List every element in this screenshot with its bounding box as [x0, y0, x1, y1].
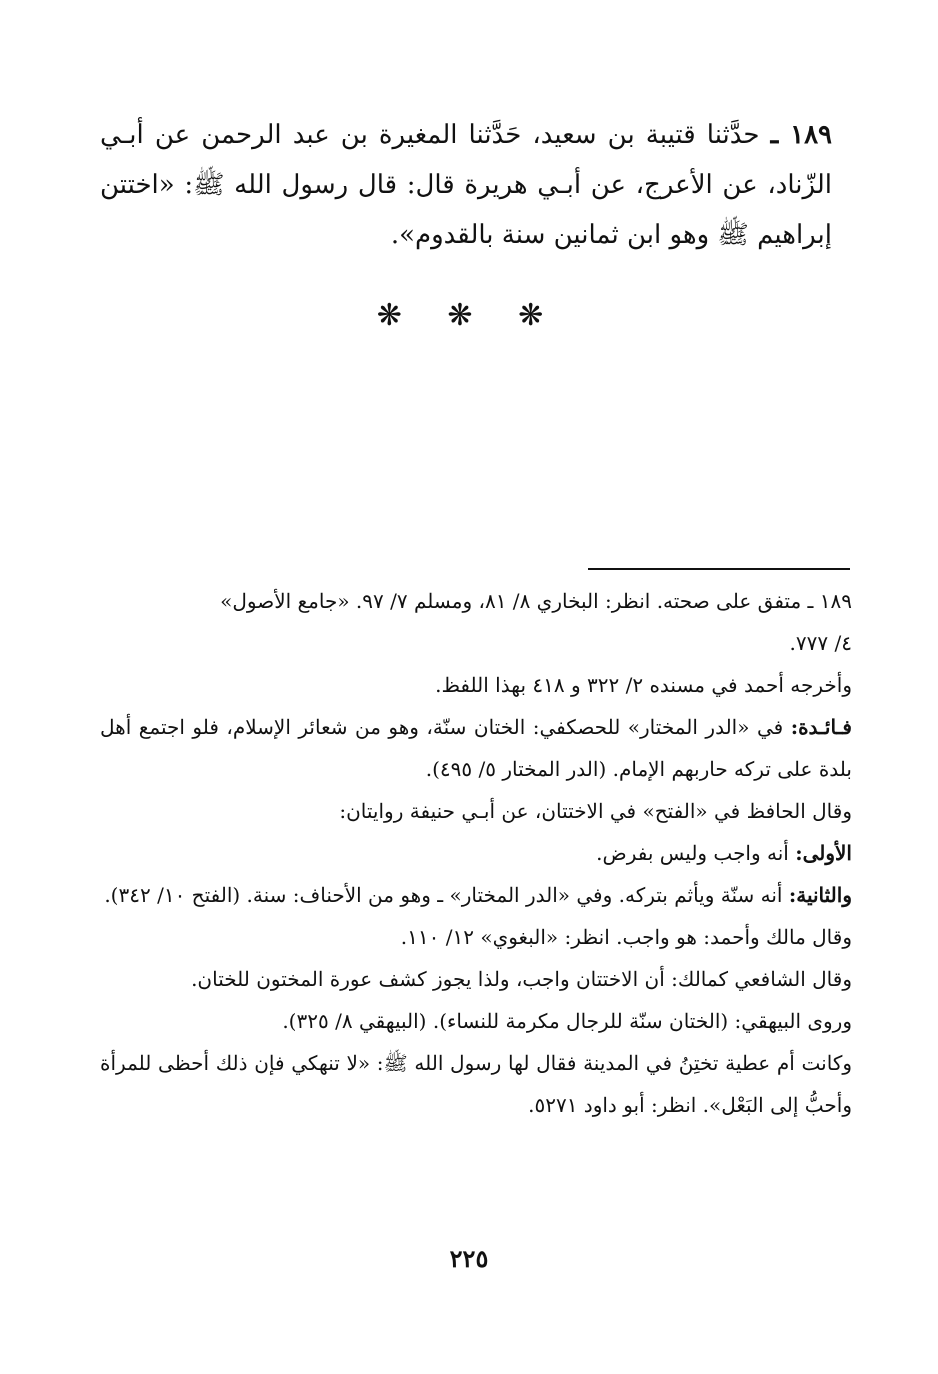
footnote-second-text: أنه سنّة ويأثم بتركه. وفي «الدر المختار» ـ وهو من الأحناف: سنة. (الفتح ١٠/ ٣٤٢).: [104, 883, 789, 907]
footnote-first-label: الأولى:: [795, 841, 852, 865]
page-number: ٢٢٥: [449, 1244, 489, 1273]
footnote-first-narration: [100, 832, 852, 874]
footnote-line-3: وأخرجه أحمد في مسنده ٢/ ٣٢٢ و ٤١٨ بهذا اللفظ.: [435, 673, 852, 697]
footnote-line-5: وقال الحافظ في «الفتح» في الاختتان، عن أبـي حنيفة روايتان:: [339, 799, 852, 823]
footnote-paragraph-9: وقال الشافعي كمالك: أن الاختتان واجب، ولذا يجوز كشف عورة المختون للختان.: [191, 967, 852, 991]
footnote-second-label: والثانية:: [788, 883, 852, 907]
footnote-second-narration: [100, 874, 852, 916]
hadith-paragraph: [100, 110, 832, 260]
footnotes-block: [100, 580, 852, 1126]
footnote-paragraph-11: وكانت أم عطية تختِنُ في المدينة فقال لها رسول الله ﷺ: «لا تنهكي فإن ذلك أحظى للمرأة وأحبُّ إلى البَعْل». انظر: أبو داود ٥٢٧١.: [100, 1051, 852, 1117]
footnote-benefit-text: في «الدر المختار» للحصكفي: الختان سنّة، وهو من شعائر الإسلام، فلو اجتمع أهل بلدة على تركه حاربهم الإمام. (الدر المختار ٥/ ٤٩٥).: [100, 715, 852, 781]
footnote-line-1: ١٨٩ ـ متفق على صحته. انظر: البخاري ٨/ ٨١، ومسلم ٧/ ٩٧. «جامع الأصول»: [220, 589, 852, 613]
section-divider-stars: ❋ ❋ ❋: [376, 298, 562, 333]
footnote-line-8: وقال مالك وأحمد: هو واجب. انظر: «البغوي» ١٢/ ١١٠.: [400, 925, 852, 949]
footnote-first-text: أنه واجب وليس بفرض.: [596, 841, 796, 865]
hadith-text: حدَّثنا قتيبة بن سعيد، حَدَّثنا المغيرة بن عبد الرحمن عن أبـي الزّناد، عن الأعرج، عن أبـي هريرة قال: قال رسول الله ﷺ: «اختتن إبراهيم ﷺ وهو ابن ثمانين سنة بالقدوم».: [100, 120, 832, 250]
footnote-separator-line: [588, 568, 850, 570]
hadith-number: ١٨٩ ـ: [770, 120, 833, 150]
footnote-benefit-paragraph: [100, 706, 852, 790]
footnote-benefit-label: فـائـدة:: [790, 715, 852, 739]
footnote-line-2: ٤/ ٧٧٧.: [789, 631, 852, 655]
footnote-line-10: وروى البيهقي: (الختان سنّة للرجال مكرمة للنساء). (البيهقي ٨/ ٣٢٥).: [282, 1009, 852, 1033]
